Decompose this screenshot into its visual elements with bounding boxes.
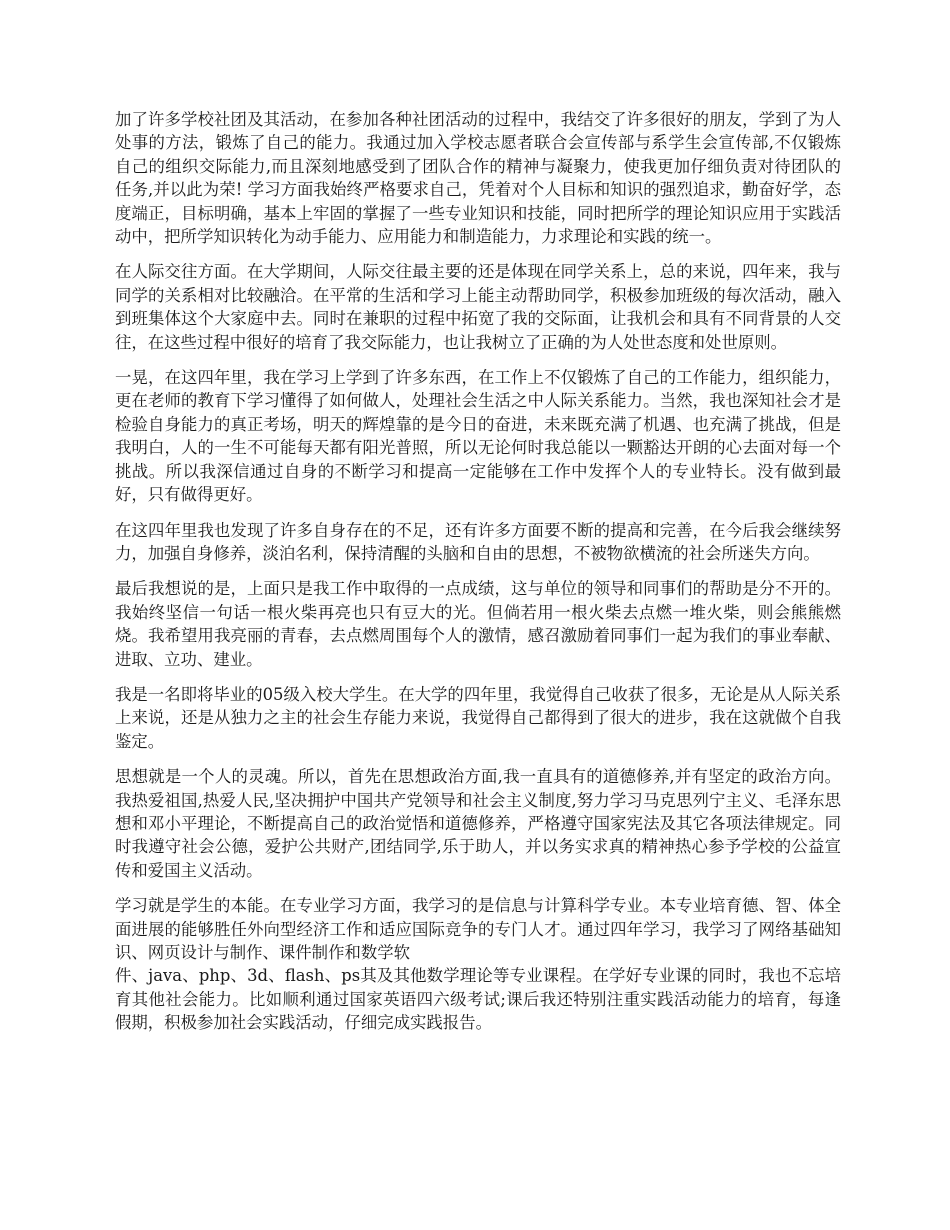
paragraph-4: 在这四年里我也发现了许多自身存在的不足，还有许多方面要不断的提高和完善，在今后我会继续努力，加强自身修养，淡泊名利，保持清醒的头脑和自由的思想，不被物欲横流的社会所迷失方向。 — [115, 520, 841, 563]
document-body — [115, 108, 841, 1047]
paragraph-5: 最后我想说的是，上面只是我工作中取得的一点成绩，这与单位的领导和同事们的帮助是分不开的。我始终坚信一句话一根火柴再亮也只有豆大的光。但倘若用一根火柴去点燃一堆火柴，则会熊熊燃烧。我希望用我亮丽的青春，去点燃周围每个人的激情，感召激励着同事们一起为我们的事业奉献、进取、立功、建业。 — [115, 579, 841, 669]
paragraph-1: 加了许多学校社团及其活动，在参加各种社团活动的过程中，我结交了许多很好的朋友，学到了为人处事的方法，锻炼了自己的能力。我通过加入学校志愿者联合会宣传部与系学生会宣传部,不仅锻炼自己的组织交际能力,而且深刻地感受到了团队合作的精神与凝聚力，使我更加仔细负责对待团队的任务,并以此为荣! 学习方面我始终严格要求自己，凭着对个人目标和知识的强烈追求，勤奋好学，态度端正，目标明确，基本上牢固的掌握了一些专业知识和技能，同时把所学的理论知识应用于实践活动中，把所学知识转化为动手能力、应用能力和制造能力，力求理论和实践的统一。 — [115, 110, 841, 247]
paragraph-6: 我是一名即将毕业的05级入校大学生。在大学的四年里，我觉得自己收获了很多，无论是从人际关系上来说，还是从独力之主的社会生存能力来说，我觉得自己都得到了很大的进步，我在这就做个自我鉴定。 — [115, 684, 841, 751]
paragraph-2: 在人际交往方面。在大学期间，人际交往最主要的还是体现在同学关系上，总的来说，四年来，我与同学的关系相对比较融洽。在平常的生活和学习上能主动帮助同学，积极参加班级的每次活动，融入到班集体这个大家庭中去。同时在兼职的过程中拓宽了我的交际面，让我机会和具有不同背景的人交往，在这些过程中很好的培育了我交际能力，也让我树立了正确的为人处世态度和处世原则。 — [115, 262, 841, 352]
paragraph-7: 思想就是一个人的灵魂。所以，首先在思想政治方面,我一直具有的道德修养,并有坚定的政治方向。我热爱祖国,热爱人民,坚决拥护中国共产党领导和社会主义制度,努力学习马克思列宁主义、毛泽东思想和邓小平理论，不断提高自己的政治觉悟和道德修养，严格遵守国家宪法及其它各项法律规定。同时我遵守社会公德，爱护公共财产,团结同学,乐于助人，并以务实求真的精神热心参予学校的公益宣传和爱国主义活动。 — [115, 767, 841, 880]
paragraph-3: 一晃，在这四年里，我在学习上学到了许多东西，在工作上不仅锻炼了自己的工作能力，组织能力，更在老师的教育下学习懂得了如何做人，处理社会生活之中人际关系能力。当然，我也深知社会才是检验自身能力的真正考场，明天的辉煌靠的是今日的奋进，未来既充满了机遇、也充满了挑战，但是我明白，人的一生不可能每天都有阳光普照，所以无论何时我总能以一颗豁达开朗的心去面对每一个挑战。所以我深信通过自身的不断学习和提高一定能够在工作中发挥个人的专业特长。没有做到最好，只有做得更好。 — [115, 368, 841, 505]
paragraph-8: 学习就是学生的本能。在专业学习方面，我学习的是信息与计算科学专业。本专业培育德、智、体全面进展的能够胜任外向型经济工作和适应国际竞争的专门人才。通过四年学习，我学习了网络基础知识、网页设计与制作、课件制作和数学软 件、java、php、3d、flash、ps其及其他数学理论等专业课程。在学好专业课的同时，我也不忘培育其他社会能力。比如顺利通过国家英语四六级考试;课后我还特别注重实践活动能力的培育，每逢假期，积极参加社会实践活动，仔细完成实践报告。 — [115, 896, 841, 1033]
